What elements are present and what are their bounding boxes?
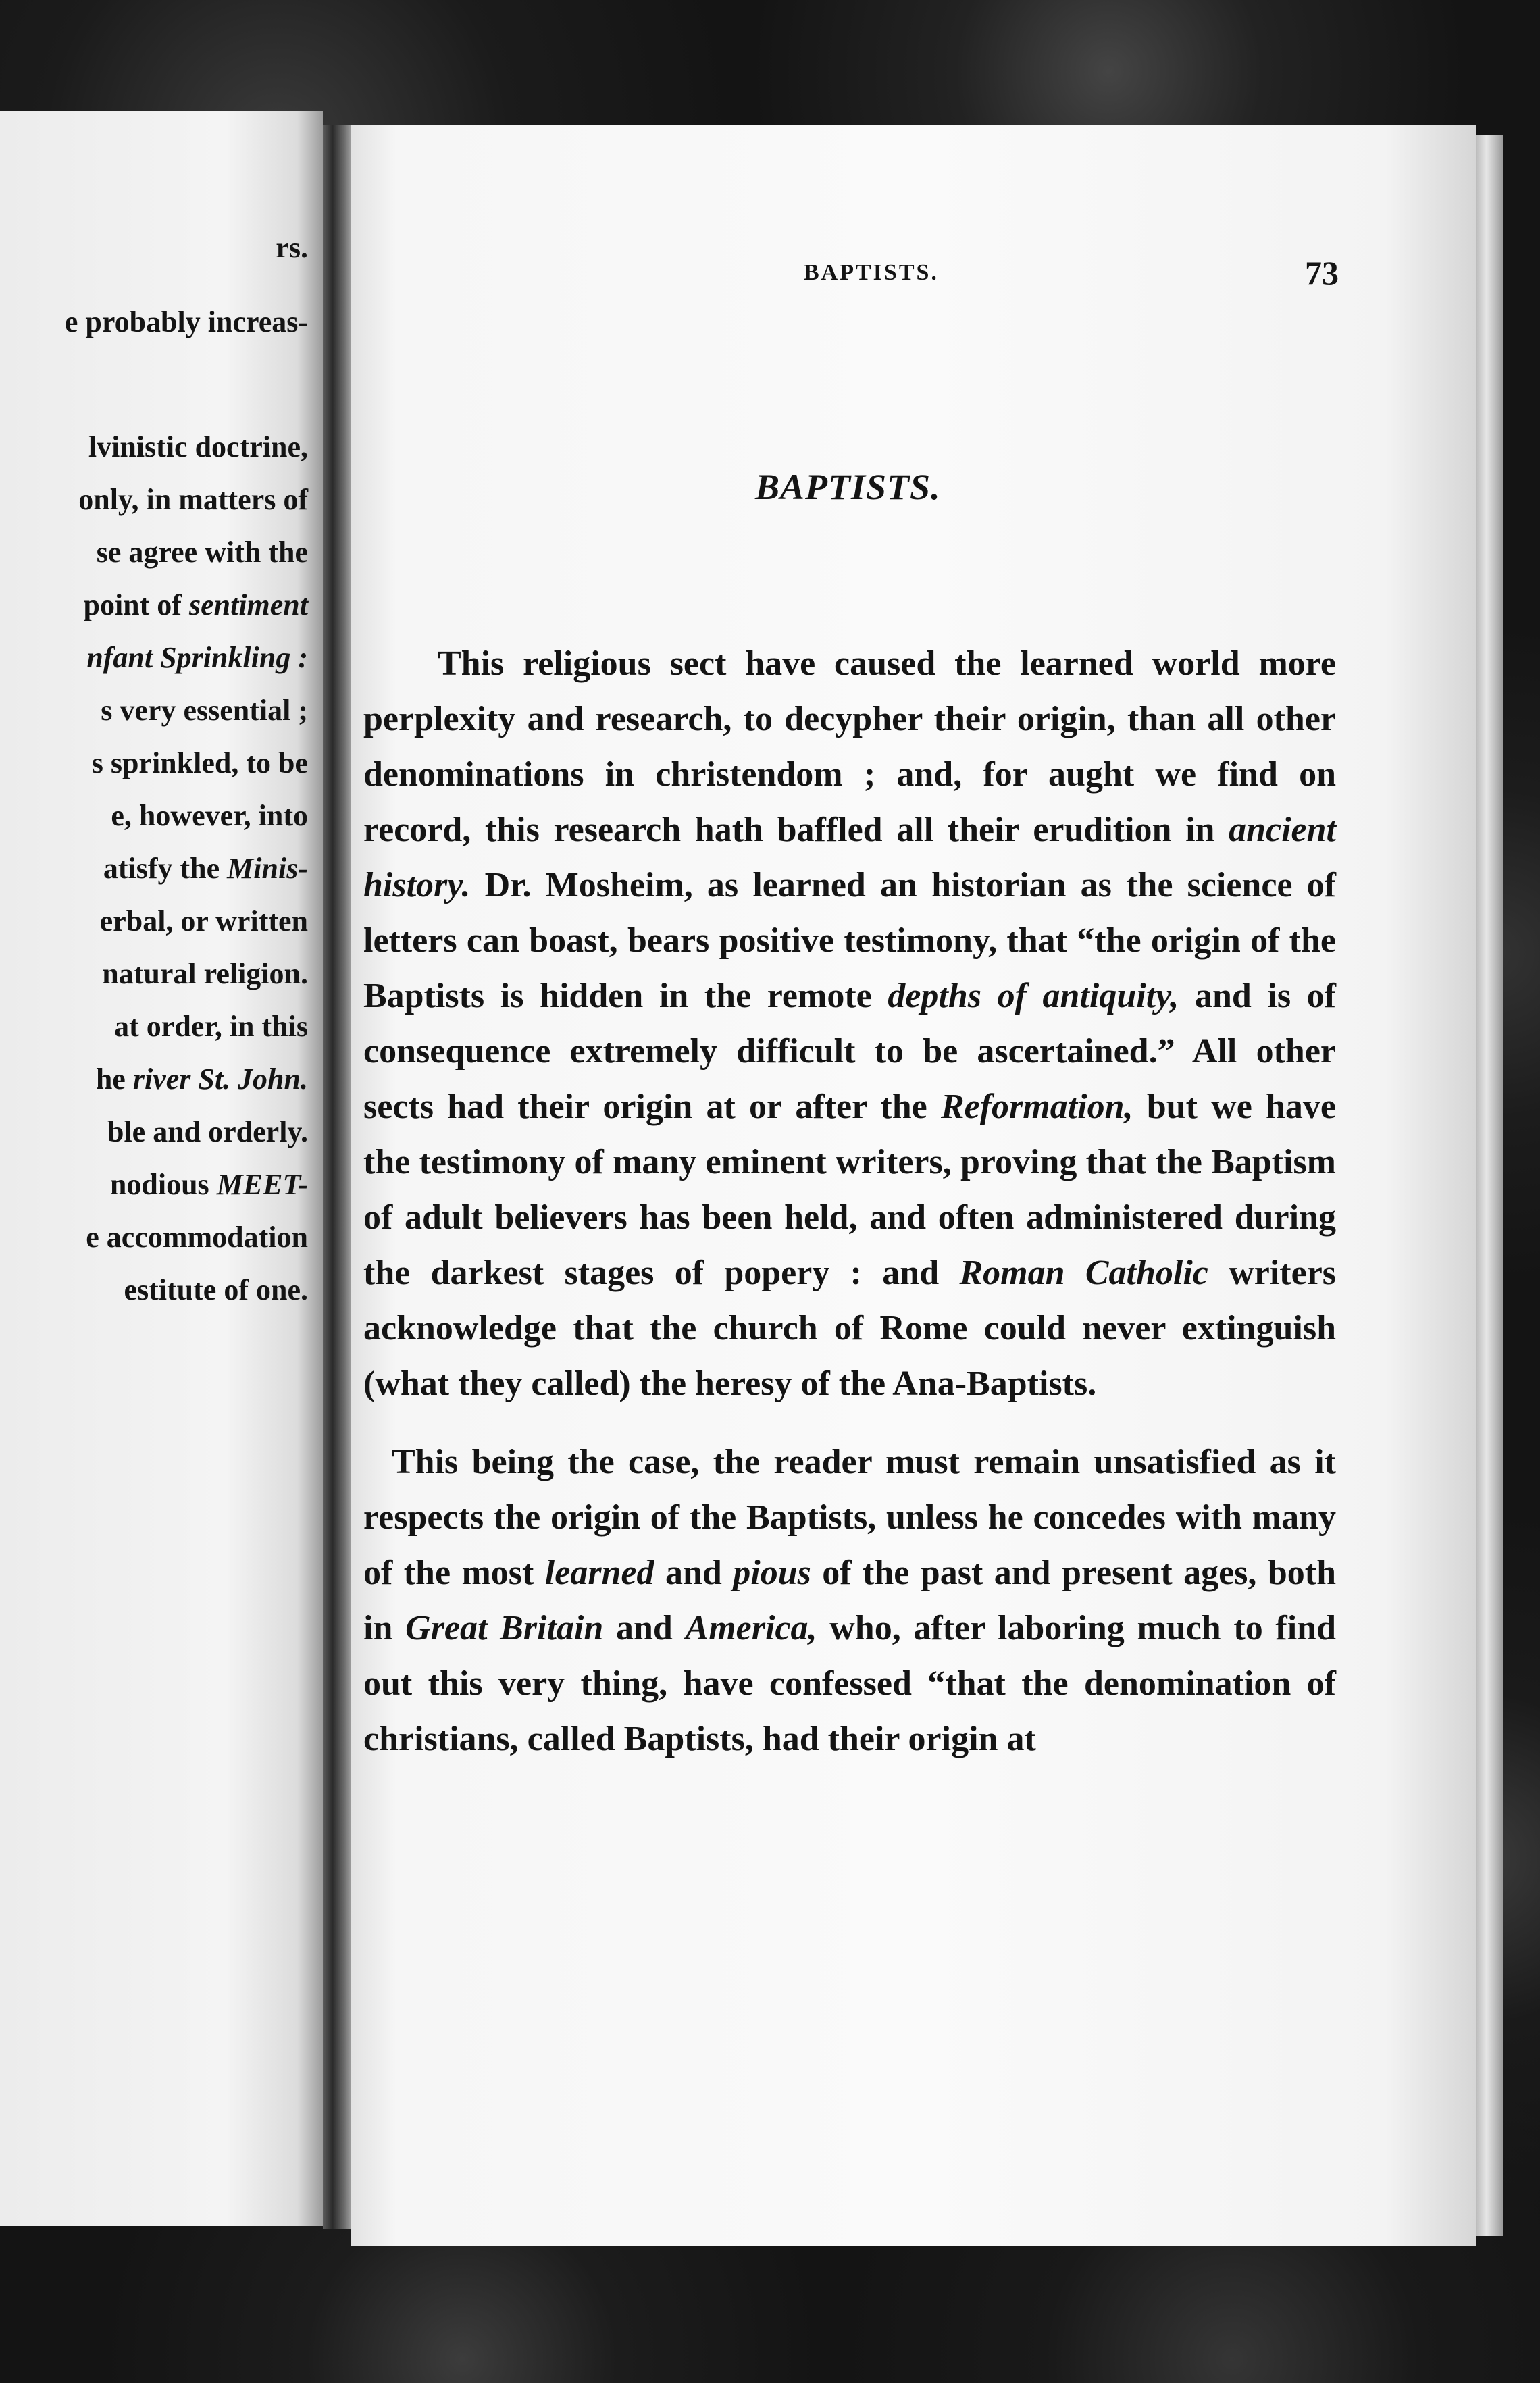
paragraph-1: [363, 636, 1336, 1412]
left-page-line: s sprinkled, to be: [91, 746, 308, 779]
left-page-line: at order, in this: [114, 1010, 308, 1043]
text-run: writers acknowledge that the church of Rome could never extinguish (what they called) the heresy of the Ana-Baptists.: [363, 1254, 1337, 1403]
left-page-line: se agree with the: [96, 536, 308, 569]
left-page: [0, 111, 323, 2226]
left-page-emphasis: sentiment: [188, 588, 308, 621]
left-page-emphasis: Minis-: [227, 852, 308, 885]
left-page-line: atisfy the Minis-: [103, 852, 308, 885]
left-page-line: e accommodation: [86, 1221, 308, 1254]
text-run: and: [654, 1554, 734, 1592]
emphasis: Great Britain: [405, 1609, 604, 1647]
page-edge: [1476, 135, 1503, 2236]
emphasis: Reformation,: [940, 1087, 1133, 1126]
page-number: 73: [1305, 254, 1339, 292]
text-run: This being the case, the reader must remain unsatisfied as it respects the origin of the Baptists, unless he concedes with many of the most: [363, 1443, 1336, 1592]
left-page-emphasis: river St. John.: [132, 1062, 308, 1096]
body-text: [363, 636, 1336, 1767]
left-page-line: lvinistic doctrine,: [88, 430, 308, 463]
left-page-line: nodious MEET-: [109, 1168, 308, 1201]
text-run: of the past and present ages, both in: [363, 1554, 1336, 1647]
text-run: who, after laboring much to find out this very thing, have confessed “that the denomination of christians, called Baptists, had their origin at: [363, 1609, 1337, 1758]
left-page-line: rs.: [276, 231, 308, 264]
left-page-line: natural religion.: [102, 957, 308, 990]
left-page-line: ble and orderly.: [107, 1115, 308, 1148]
emphasis: America,: [685, 1609, 817, 1647]
left-page-line: only, in matters of: [78, 483, 308, 516]
running-head: BAPTISTS.: [804, 260, 939, 285]
left-page-line: erbal, or written: [99, 904, 308, 938]
text-run: Dr. Mosheim, as learned an historian as the science of letters can boast, bears positive testimony, that “the origin of the Baptists is hidden in the remote: [363, 866, 1336, 1015]
left-page-line: e probably increas-: [64, 305, 308, 338]
paragraph-2: [363, 1435, 1336, 1767]
emphasis: depths of antiquity,: [888, 977, 1179, 1015]
text-run: and is of consequence extremely difficult to be ascertained.” All other sects had their origin at or after the: [363, 977, 1336, 1126]
left-page-line: s very essential ;: [101, 694, 308, 727]
left-page-line: estitute of one.: [124, 1273, 308, 1306]
left-page-line: e, however, into: [111, 799, 308, 832]
left-page-line: he river St. John.: [95, 1062, 308, 1096]
left-page-line: nfant Sprinkling :: [86, 641, 308, 674]
text-run: and: [603, 1609, 686, 1647]
emphasis: learned: [544, 1554, 654, 1592]
emphasis: ancient history.: [363, 811, 1336, 904]
text-run: This religious sect have caused the learned world more perplexity and research, to decypher their origin, than all other denominations in christendom ; and, for aught we find on record, this research hath baffled all their erudition in: [363, 644, 1336, 849]
emphasis: Roman Catholic: [959, 1254, 1208, 1292]
emphasis: pious: [733, 1554, 811, 1592]
section-title: BAPTISTS.: [755, 467, 941, 507]
left-page-line: point of sentiment: [83, 588, 308, 621]
left-page-emphasis: MEET-: [216, 1168, 308, 1201]
text-run: but we have the testimony of many eminent writers, proving that the Baptism of adult believers has been held, and often administered during the darkest stages of popery : and: [363, 1087, 1336, 1292]
